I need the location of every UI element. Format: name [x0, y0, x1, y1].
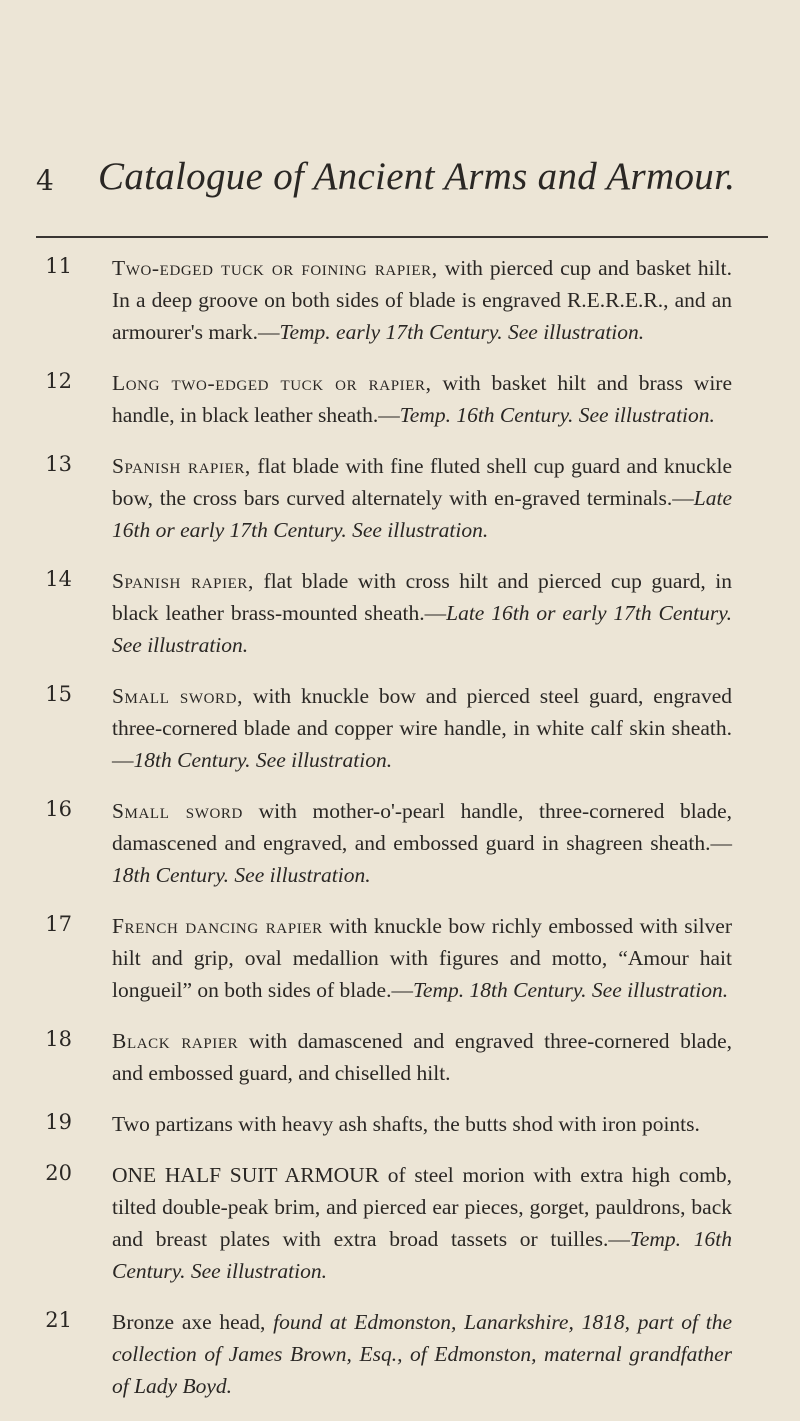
catalogue-entry — [0, 252, 732, 348]
entry-number: 15 — [45, 682, 72, 706]
catalogue-entry — [0, 1025, 732, 1089]
catalogue-entry — [0, 1306, 732, 1402]
entry-description: ONE HALF SUIT ARMOUR of steel morion with extra high comb, tilted double-peak brim, and pierced ear pieces, gorget, pauldrons, back and breast plates with extra broad tassets or tuilles.— — [112, 1163, 732, 1251]
entry-date-note: found at Edmonston, Lanarkshire, 1818, part of the collection of James Brown, Esq., of Edmonston, maternal grandfather of Lady Boyd. — [112, 1310, 732, 1398]
entry-description: flat blade with cross hilt and pierced cup guard, in black leather brass-mounted sheath.— — [112, 569, 732, 625]
catalogue-entry — [0, 795, 732, 891]
entry-date-note: Temp. early 17th Century. See illustration. — [279, 320, 645, 344]
catalogue-entry — [0, 1108, 732, 1140]
entry-description: with damascened and engraved three-cornered blade, and embossed guard, and chiselled hilt. — [112, 1029, 732, 1085]
entry-title: Small sword, — [112, 684, 244, 708]
entry-title: Spanish rapier, — [112, 454, 251, 478]
entry-title: Long two-edged tuck or rapier, — [112, 371, 432, 395]
entry-title: Small sword — [112, 799, 243, 823]
entry-number: 17 — [45, 912, 72, 936]
catalogue-entry — [0, 1159, 732, 1287]
catalogue-entry — [0, 367, 732, 431]
header-rule — [36, 236, 768, 238]
entry-number: 19 — [45, 1110, 72, 1134]
entry-date-note: 18th Century. See illustration. — [112, 863, 371, 887]
catalogue-entry — [0, 565, 732, 661]
entry-date-note: Late 16th or early 17th Century. See illustration. — [112, 601, 732, 657]
catalogue-entry — [0, 450, 732, 546]
entry-number: 20 — [45, 1161, 72, 1185]
entry-date-note: Late 16th or early 17th Century. See illustration. — [112, 486, 732, 542]
entry-title: Two-edged tuck or foining rapier, — [112, 256, 438, 280]
entry-number: 12 — [45, 369, 72, 393]
entry-date-note: Temp. 16th Century. See illustration. — [112, 1227, 732, 1283]
entry-title: Spanish rapier, — [112, 569, 255, 593]
entry-description: with mother-o'-pearl handle, three-cornered blade, damascened and engraved, and embossed guard in shagreen sheath.— — [112, 799, 732, 855]
entry-date-note: 18th Century. See illustration. — [133, 748, 393, 772]
entry-number: 13 — [45, 452, 72, 476]
catalogue-entry — [0, 680, 732, 776]
entry-description: flat blade with fine fluted shell cup guard and knuckle bow, the cross bars curved alternately with en-graved terminals.— — [112, 454, 732, 510]
entry-number: 11 — [45, 254, 72, 278]
entry-number: 18 — [45, 1027, 72, 1051]
page-number: 4 — [36, 164, 54, 197]
entry-description: with knuckle bow richly embossed with silver hilt and grip, oval medallion with figures and motto, “Amour hait longueil” on both sides of blade.— — [112, 914, 732, 1002]
entry-description: with basket hilt and brass wire handle, in black leather sheath.— — [112, 371, 732, 427]
entry-description: Bronze axe head, — [112, 1310, 274, 1334]
catalogue-entry — [0, 910, 732, 1006]
entry-number: 14 — [45, 567, 72, 591]
entry-description: with pierced cup and basket hilt. In a deep groove on both sides of blade is engraved R.E.R.E.R., and an armourer's mark.— — [112, 256, 732, 344]
entry-title: French dancing rapier — [112, 914, 323, 938]
entry-description: Two partizans with heavy ash shafts, the butts shod with iron points. — [112, 1112, 700, 1136]
catalogue-entries — [0, 252, 800, 1421]
entry-number: 16 — [45, 797, 72, 821]
entry-description: with knuckle bow and pierced steel guard, engraved three-cornered blade and copper wire handle, in white calf skin sheath.— — [112, 684, 732, 772]
entry-date-note: Temp. 16th Century. See illustration. — [399, 403, 715, 427]
entry-date-note: Temp. 18th Century. See illustration. — [412, 978, 729, 1002]
running-title: Catalogue of Ancient Arms and Armour. — [98, 155, 736, 198]
entry-title: Black rapier — [112, 1029, 239, 1053]
entry-number: 21 — [45, 1308, 72, 1332]
